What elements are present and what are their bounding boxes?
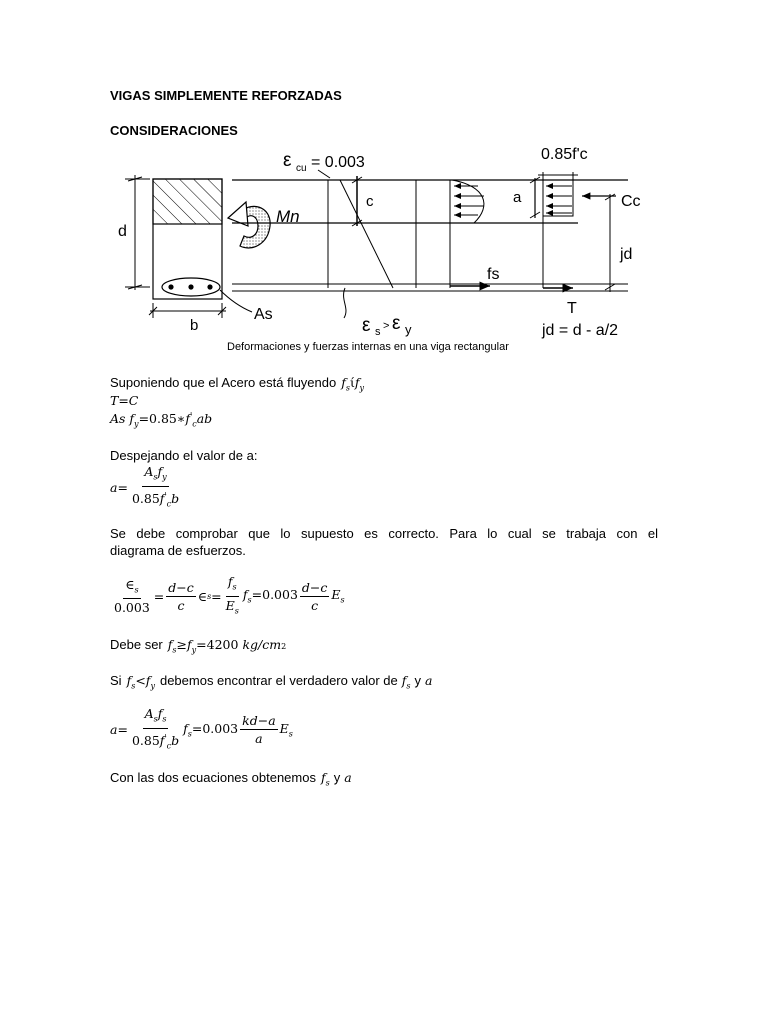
page-title: VIGAS SIMPLEMENTE REFORZADAS [110,88,342,103]
equation-equilibrium: As $f_y=0.85∗f'_cab$ [110,411,213,429]
label-jd-equation: jd = d - a/2 [542,322,619,339]
assumption-text: Suponiendo que el Acero está fluyendo [110,375,337,390]
paragraph-if-not-yielding: Si $f_s<f_y$ debemos encontrar el verdadero valor de $f_s$ y a [110,673,433,691]
label-jd: jd [620,246,633,263]
if-body-text: debemos encontrar el verdadero valor de [159,673,398,688]
assumption-math: $f_sίf_y$ [341,375,365,393]
paragraph-check-line2: diagrama de esfuerzos. [110,543,246,558]
beam-diagram [0,0,768,360]
paragraph-must-be: Debe ser $f_s\ge f_y$ =4200 kg/cm 2 [110,637,287,655]
must-be-value: =4200 [196,637,239,652]
equation-a: a= $\frac{A_sf_y}{0.85f'_cb}$ [110,464,180,509]
if-text: Si [110,673,122,688]
label-gt: > [383,320,390,332]
rebar-dot [168,284,173,289]
rebar-dot [188,284,193,289]
label-a: a [513,189,522,206]
must-be-unit: kg/cm [242,637,282,652]
epsilon-cu-symbol: ε [283,150,292,171]
paragraph-check-line1: Se debe comprobar que lo supuesto es correcto. Para lo cual se trabaja con el [110,526,658,541]
label-t: T [567,300,577,317]
must-be-text: Debe ser [110,637,163,652]
label-b: b [190,317,199,334]
label-mn: Mn [276,207,300,226]
paragraph-conclusion: Con las dos ecuaciones obtenemos $f_s$ y a [110,770,352,788]
label-085fc: 0.85f'c [541,146,588,163]
label-ecu-value: = 0.003 [311,154,365,171]
figure-caption: Deformaciones y fuerzas internas en una viga rectangular [227,341,509,353]
conclusion-text: Con las dos ecuaciones obtenemos [110,770,316,785]
equation-strain-compatibility: $\frac{\in_s}{0.003}$ = $\frac{d-c}{c}$ ∈ s = $\frac{f_s}{E_s}$ $f_s=0.003$ $\frac{d-c}{c}$ $E_s$ [114,574,345,616]
epsilon-y-symbol: ε [392,313,401,334]
label-es-sub: s [375,326,381,338]
equation-a-and-fs: a= $\frac{A_sf_s}{0.85f'_cb}$ $f_s=0.003$ $\frac{kd-a}{a}$ $E_s$ [110,706,293,751]
label-d: d [118,223,127,240]
equation-t-equals-c: T=C [110,393,139,408]
label-fs: fs [487,266,500,283]
label-as: As [254,306,273,323]
paragraph-solve-a: Despejando el valor de a: [110,448,258,463]
epsilon-s-symbol: ε [362,315,371,336]
rebar-dot [207,284,212,289]
rect-stress-block [543,180,573,216]
label-c: c [366,193,374,210]
compression-zone-hatch [153,179,222,224]
paragraph-assumption [110,375,364,393]
label-ecu-sub: cu [296,163,307,174]
label-ey-sub: y [405,322,412,337]
section-heading: CONSIDERACIONES [110,123,238,138]
label-cc: Cc [621,193,641,210]
